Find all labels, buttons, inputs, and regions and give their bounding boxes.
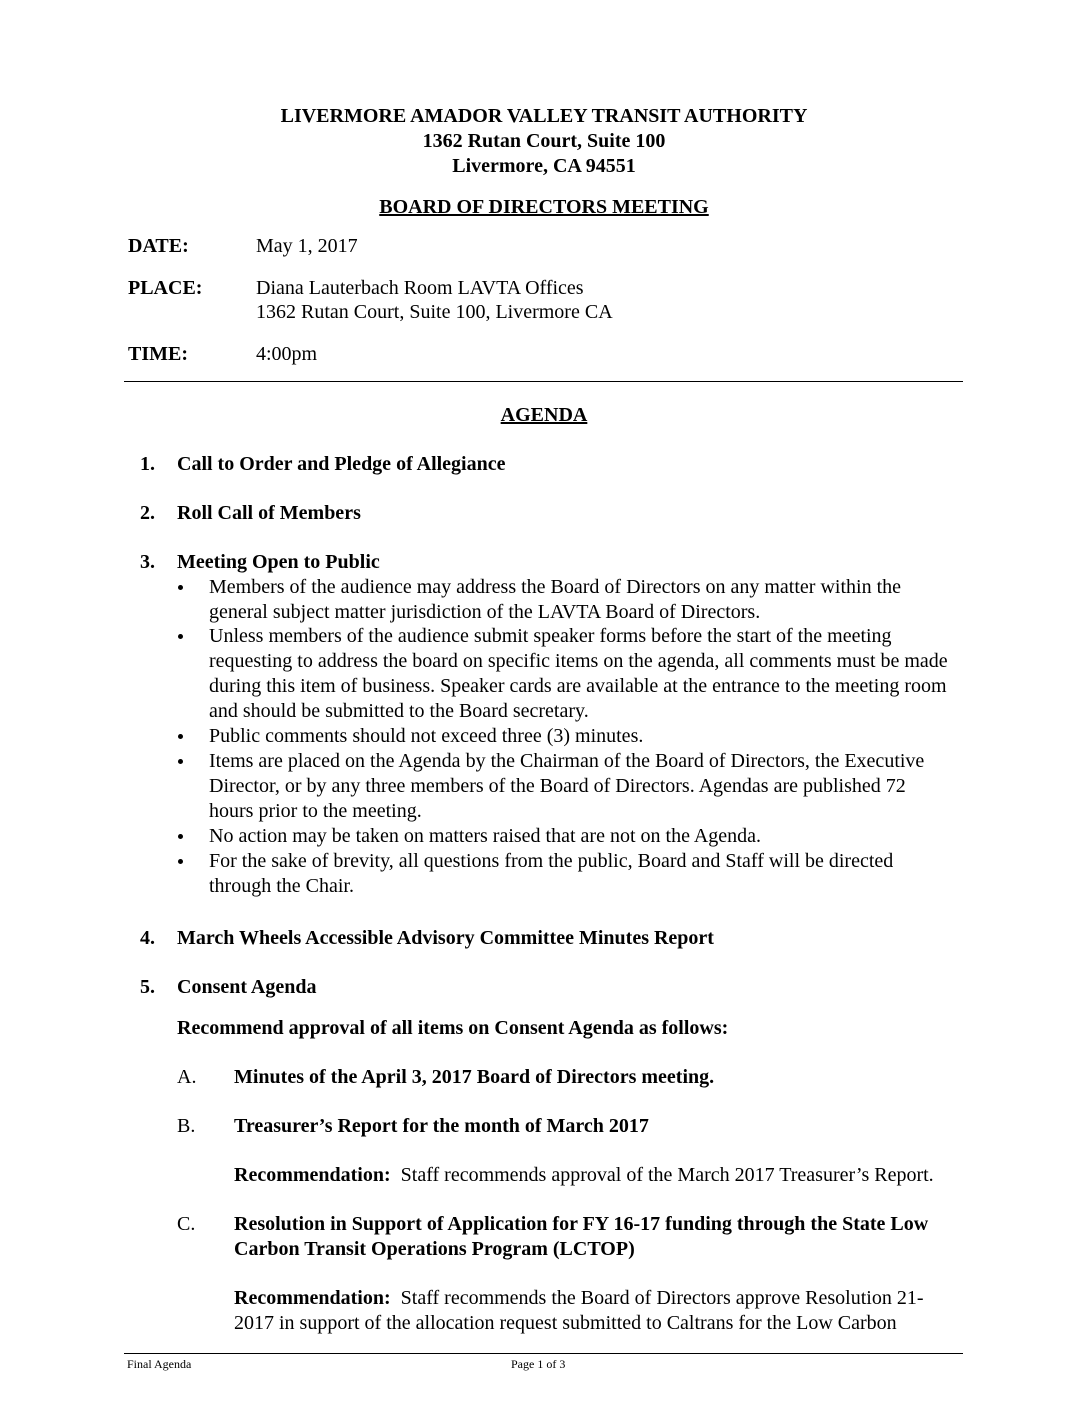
consent-c-recommendation-line2: 2017 in support of the allocation request submitted to Caltrans for the Low Carbon	[234, 1312, 897, 1334]
bullet-icon	[178, 734, 183, 739]
agenda-title: AGENDA	[500, 404, 588, 426]
place-line2: 1362 Rutan Court, Suite 100, Livermore CA	[256, 301, 613, 323]
bullet-6-line2: through the Chair.	[209, 875, 354, 897]
item-4-title: March Wheels Accessible Advisory Committee Minutes Report	[177, 927, 714, 949]
consent-c-title-line1: Resolution in Support of Application for FY 16-17 funding through the State Low	[234, 1213, 929, 1235]
date-value: May 1, 2017	[256, 235, 358, 257]
bullet-2-line1: Unless members of the audience submit speaker forms before the start of the meeting	[209, 625, 892, 647]
footer-left: Final Agenda	[127, 1357, 192, 1371]
bullet-icon	[178, 834, 183, 839]
bullet-3-line1: Public comments should not exceed three (3) minutes.	[209, 725, 644, 747]
item-5-title: Consent Agenda	[177, 976, 317, 998]
consent-a-letter: A.	[177, 1066, 197, 1088]
consent-c-recommendation	[234, 1286, 994, 1311]
bullet-icon	[178, 585, 183, 590]
bullet-icon	[178, 634, 183, 639]
bullet-4-line2: Director, or by any three members of the Board of Directors. Agendas are published 72	[209, 775, 906, 797]
item-3-title: Meeting Open to Public	[177, 551, 380, 573]
bullet-5-line1: No action may be taken on matters raised that are not on the Agenda.	[209, 825, 762, 847]
item-1-number: 1.	[140, 453, 155, 475]
item-3-number: 3.	[140, 551, 155, 573]
org-address-line2: Livermore, CA 94551	[452, 155, 636, 177]
consent-c-letter: C.	[177, 1213, 196, 1235]
consent-b-recommendation	[234, 1163, 994, 1188]
bullet-2-line3: during this item of business. Speaker cards are available at the entrance to the meeting room	[209, 675, 947, 697]
meeting-title: BOARD OF DIRECTORS MEETING	[379, 196, 709, 218]
consent-a-title: Minutes of the April 3, 2017 Board of Directors meeting.	[234, 1066, 715, 1088]
footer-page-number: Page 1 of 3	[511, 1357, 566, 1371]
org-name: LIVERMORE AMADOR VALLEY TRANSIT AUTHORITY	[280, 105, 808, 127]
item-1-title: Call to Order and Pledge of Allegiance	[177, 453, 506, 475]
header-divider	[124, 381, 963, 382]
place-label: PLACE:	[128, 277, 203, 299]
recommendation-text: Staff recommends the Board of Directors approve Resolution 21-	[390, 1287, 924, 1309]
recommendation-text: Staff recommends approval of the March 2017 Treasurer’s Report.	[390, 1164, 934, 1186]
bullet-1-line2: general subject matter jurisdiction of the LAVTA Board of Directors.	[209, 601, 761, 623]
item-2-number: 2.	[140, 502, 155, 524]
recommendation-label: Recommendation:	[234, 1164, 391, 1186]
bullet-2-line4: and should be submitted to the Board secretary.	[209, 700, 589, 722]
time-value: 4:00pm	[256, 343, 318, 365]
consent-b-title: Treasurer’s Report for the month of March 2017	[234, 1115, 649, 1137]
bullet-icon	[178, 859, 183, 864]
item-5-number: 5.	[140, 976, 155, 998]
item-2-title: Roll Call of Members	[177, 502, 361, 524]
bullet-icon	[178, 759, 183, 764]
bullet-6-line1: For the sake of brevity, all questions from the public, Board and Staff will be directed	[209, 850, 894, 872]
time-label: TIME:	[128, 343, 188, 365]
item-4-number: 4.	[140, 927, 155, 949]
consent-b-letter: B.	[177, 1115, 196, 1137]
bullet-2-line2: requesting to address the board on specific items on the agenda, all comments must be made	[209, 650, 948, 672]
consent-intro: Recommend approval of all items on Consent Agenda as follows:	[177, 1017, 729, 1039]
bullet-4-line1: Items are placed on the Agenda by the Chairman of the Board of Directors, the Executive	[209, 750, 925, 772]
place-line1: Diana Lauterbach Room LAVTA Offices	[256, 277, 584, 299]
date-label: DATE:	[128, 235, 189, 257]
consent-c-title-line2: Carbon Transit Operations Program (LCTOP)	[234, 1238, 635, 1260]
recommendation-label: Recommendation:	[234, 1287, 391, 1309]
bullet-4-line3: hours prior to the meeting.	[209, 800, 422, 822]
org-address-line1: 1362 Rutan Court, Suite 100	[422, 130, 666, 152]
bullet-1-line1: Members of the audience may address the Board of Directors on any matter within the	[209, 576, 902, 598]
footer-divider	[124, 1353, 963, 1354]
